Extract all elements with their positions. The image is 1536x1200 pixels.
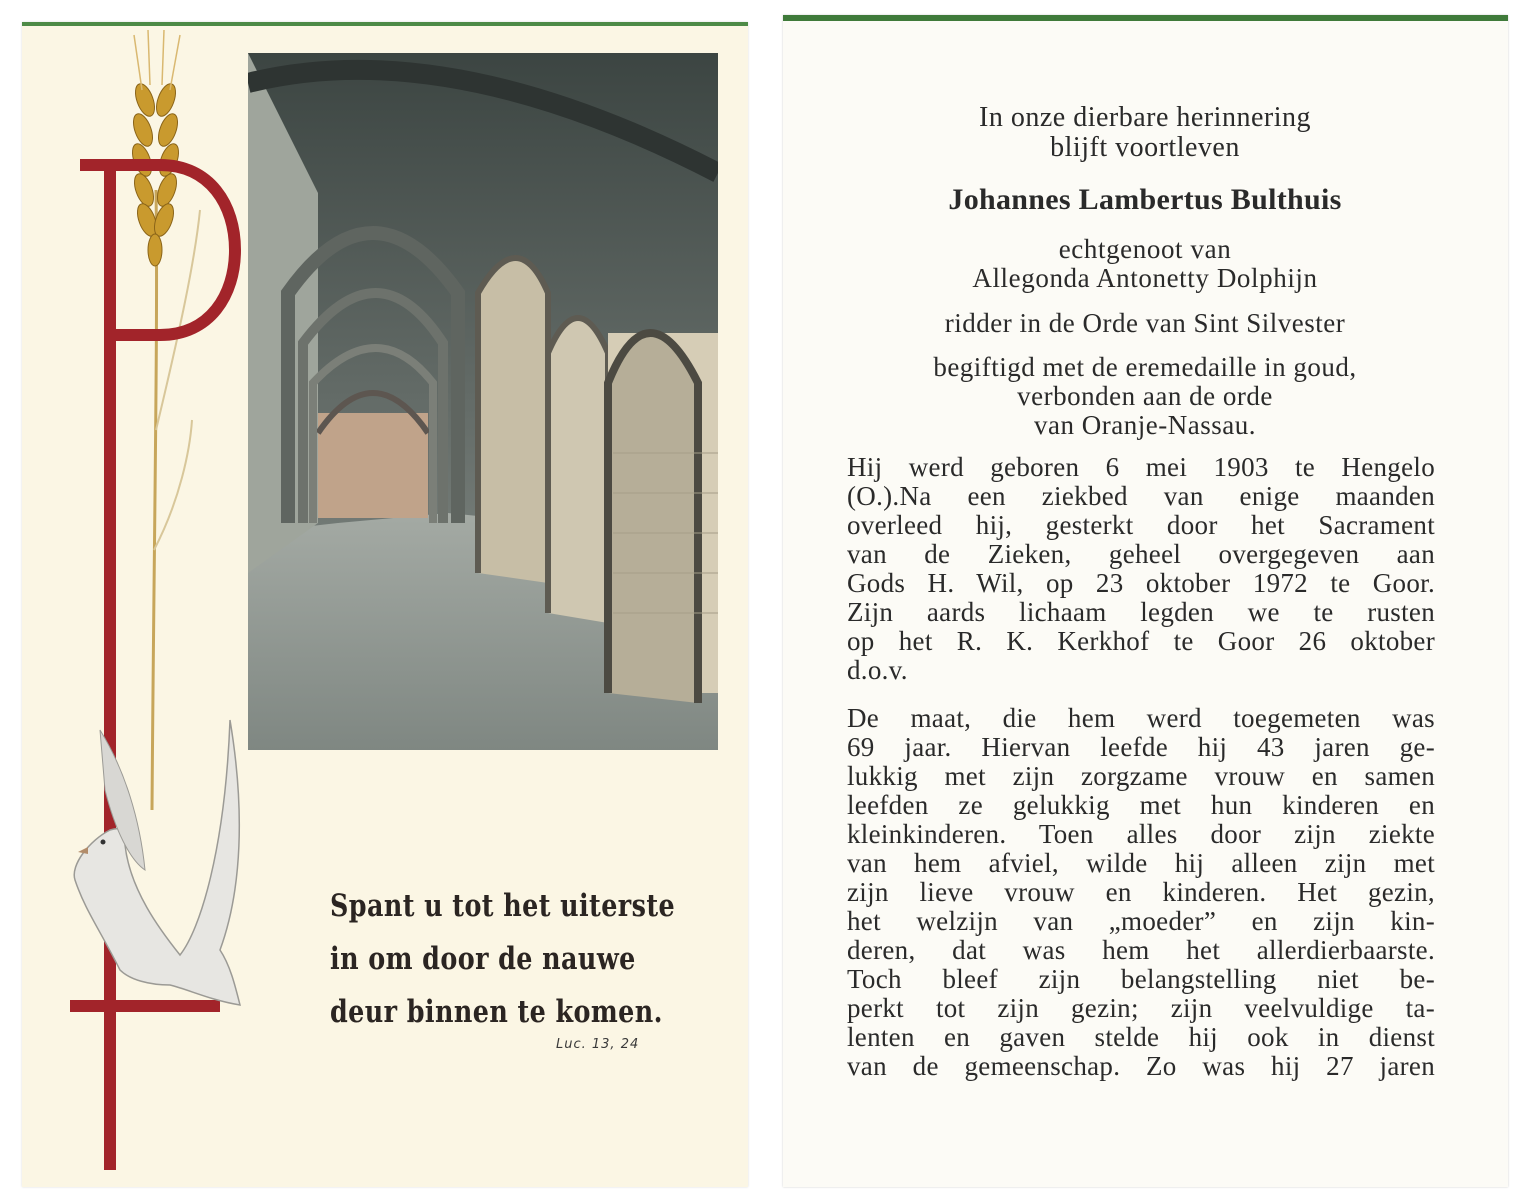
paragraph-line: De maat, die hem werd toegemeten was — [847, 703, 1435, 733]
paragraph-line: 69 jaar. Hiervan leefde hij 43 jaren ge- — [847, 732, 1435, 762]
paragraph-line: Zijn aards lichaam legden we te rusten — [847, 597, 1435, 627]
paragraph-line: deren, dat was hem het allerdierbaarste. — [847, 935, 1435, 965]
paragraph-line: kleinkinderen. Toen alles door zijn ziekte — [847, 819, 1435, 849]
medal-line: begiftigd met de eremedaille in goud, — [933, 352, 1357, 382]
dove-icon — [74, 720, 240, 1005]
spouse-line: echtgenoot van — [1058, 234, 1232, 264]
paragraph-line: van de Zieken, geheel overgegeven aan — [847, 539, 1435, 569]
intro-line: In onze dierbare herinnering — [979, 102, 1311, 133]
paragraph-line: van hem afviel, wilde hij alleen zijn met — [847, 848, 1435, 878]
intro-line: blijft voortleven — [1050, 132, 1240, 163]
paragraph-line: lenten en gaven stelde hij ook in dienst — [847, 1022, 1435, 1052]
biography-paragraph-2 — [847, 704, 1435, 1081]
paragraph-line: overleed hij, gesterkt door het Sacrament — [847, 510, 1435, 540]
medal-text — [845, 353, 1445, 440]
paragraph-line: perkt tot zijn gezin; zijn veelvuldige ta- — [847, 993, 1435, 1023]
paragraph-line: lukkig met zijn zorgzame vrouw en samen — [847, 761, 1435, 791]
paragraph-line: (O.).Na een ziekbed van enige maanden — [847, 481, 1435, 511]
paragraph-line: zijn lieve vrouw en kinderen. Het gezin, — [847, 877, 1435, 907]
chi-rho-emblem — [30, 30, 260, 1180]
paragraph-line: Hij werd geboren 6 mei 1903 te Hengelo — [847, 452, 1435, 482]
intro-text — [845, 103, 1445, 163]
wheat-ear-icon — [129, 30, 200, 810]
verse-line: Spant u tot het uiterste — [330, 888, 676, 924]
scripture-verse — [330, 880, 676, 1039]
verse-line: deur binnen te komen. — [330, 994, 663, 1030]
paragraph-line: Gods H. Wil, op 23 oktober 1972 te Goor. — [847, 568, 1435, 598]
spouse-line: Allegonda Antonetty Dolphijn — [972, 263, 1318, 293]
paragraph-line: Toch bleef zijn belangstelling niet be- — [847, 964, 1435, 994]
paragraph-line: d.o.v. — [847, 655, 908, 685]
deceased-name: Johannes Lambertus Bulthuis — [948, 183, 1342, 216]
paragraph-line: leefden ze gelukkig met hun kinderen en — [847, 790, 1435, 820]
spouse-text — [845, 235, 1445, 293]
cloister-arcade-photo — [248, 53, 718, 750]
biography-paragraph-1 — [847, 453, 1435, 685]
medal-line: van Oranje-Nassau. — [1034, 410, 1256, 440]
medal-line: verbonden aan de orde — [1017, 381, 1273, 411]
order-text: ridder in de Orde van Sint Silvester — [944, 308, 1346, 338]
paragraph-line: het welzijn van „moeder” en zijn kin- — [847, 906, 1435, 936]
verse-line: in om door de nauwe — [330, 941, 636, 977]
verse-reference: Luc. 13, 24 — [556, 1037, 640, 1052]
paragraph-line: op het R. K. Kerkhof te Goor 26 oktober — [847, 626, 1435, 656]
paragraph-line: van de gemeenschap. Zo was hij 27 jaren — [847, 1051, 1435, 1081]
